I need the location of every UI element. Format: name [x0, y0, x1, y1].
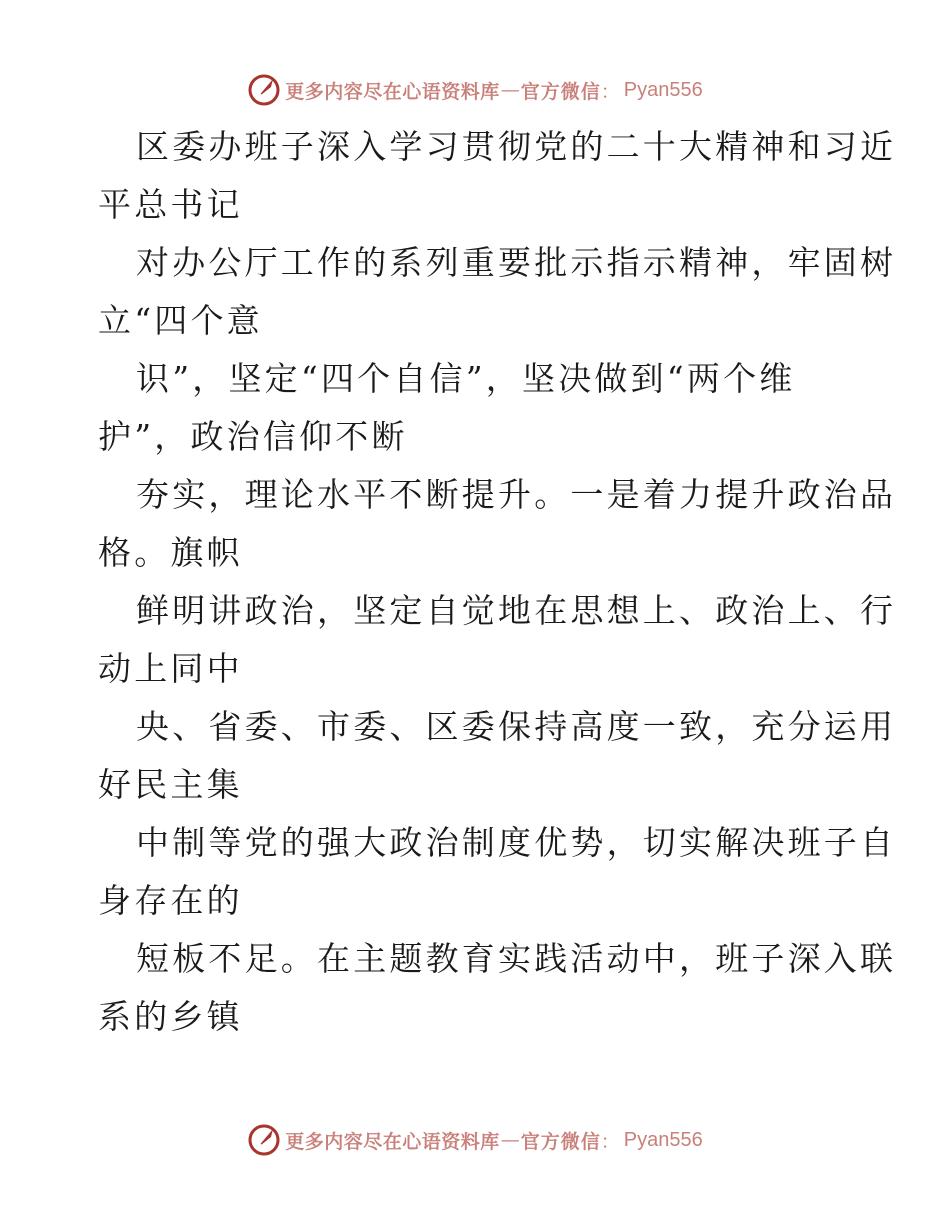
text-line: 短板不足。在主题教育实践活动中，班子深入联: [136, 939, 897, 978]
text-line: 夯实，理论水平不断提升。一是着力提升政治品: [136, 475, 897, 514]
text-line: 中制等党的强大政治制度优势，切实解决班子自: [136, 823, 897, 862]
quill-logo-icon: [247, 73, 281, 107]
footer-banner: [0, 1120, 950, 1160]
text-line: 鲜明讲政治，坚定自觉地在思想上、政治上、行: [136, 591, 897, 630]
banner-label: 官方微信: [520, 1130, 601, 1153]
banner-brand: 更多内容尽在心语资料库: [285, 1130, 500, 1153]
text-line: 身存在的: [98, 881, 243, 920]
text-line: 识”，坚定“四个自信”，坚决做到“两个维: [136, 359, 796, 398]
text-line: 动上同中: [98, 649, 243, 688]
text-line: 系的乡镇: [98, 997, 243, 1036]
banner-colon: ：: [600, 1130, 620, 1153]
text-line: 对办公厅工作的系列重要批示指示精神，牢固树: [136, 243, 897, 282]
text-line: 区委办班子深入学习贯彻党的二十大精神和习近: [136, 127, 897, 166]
banner-wechat-id: Pyan556: [623, 1128, 703, 1151]
quill-logo-icon: [247, 1123, 281, 1157]
body-text: [98, 118, 897, 1046]
banner-wechat-id: Pyan556: [623, 78, 703, 101]
header-banner: [0, 70, 950, 110]
banner-colon: ：: [600, 80, 620, 103]
text-line: 格。旗帜: [98, 533, 243, 572]
banner-separator: —: [500, 79, 520, 101]
banner-brand: 更多内容尽在心语资料库: [285, 80, 500, 103]
text-line: 立“四个意: [98, 301, 263, 340]
text-line: 平总书记: [98, 185, 243, 224]
text-line: 央、省委、市委、区委保持高度一致，充分运用: [136, 707, 897, 746]
text-line: 好民主集: [98, 765, 243, 804]
banner-separator: —: [500, 1129, 520, 1151]
text-line: 护”，政治信仰不断: [98, 417, 408, 456]
banner-label: 官方微信: [520, 80, 601, 103]
